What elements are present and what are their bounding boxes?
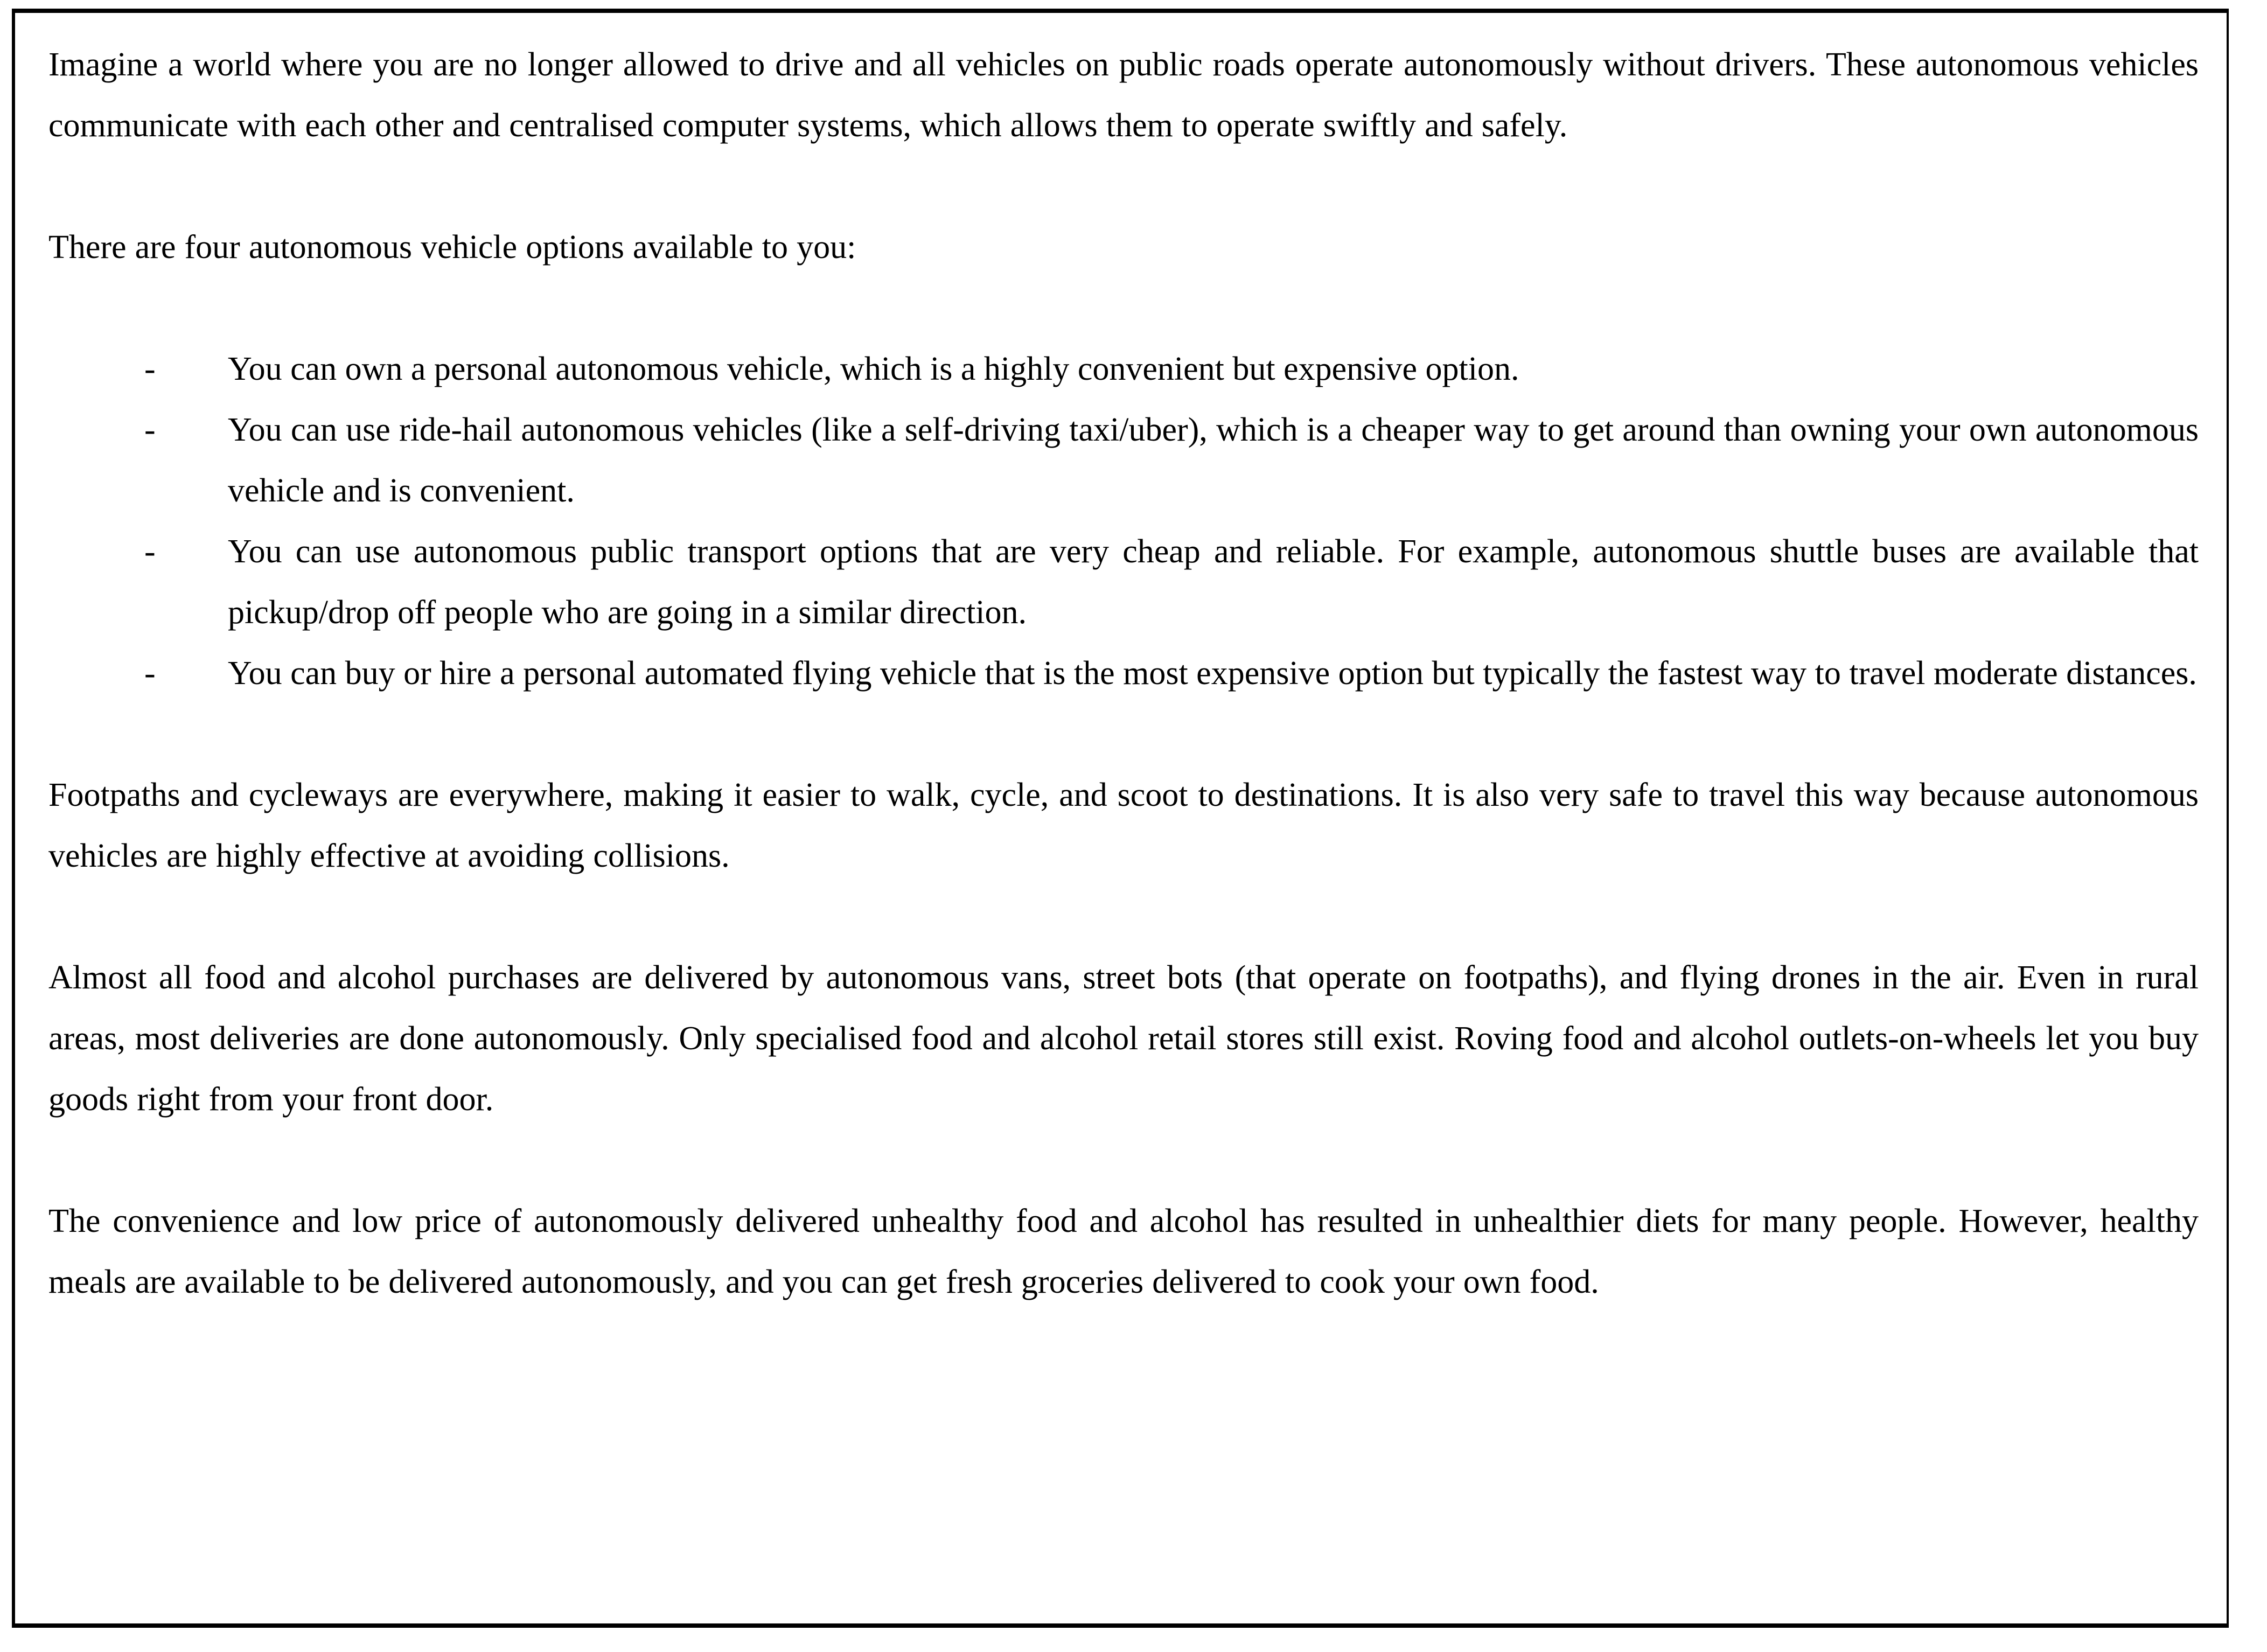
list-item	[48, 339, 2199, 400]
vehicle-options-list	[48, 339, 2199, 704]
list-item	[48, 643, 2199, 704]
document-body	[48, 34, 2199, 1313]
paragraph-spacer	[48, 278, 2199, 339]
list-item-text: You can buy or hire a personal automated flying vehicle that is the most expensive option but typically the fastest way to travel moderate distances.	[228, 655, 2197, 692]
paragraph-spacer	[48, 704, 2199, 765]
list-item	[48, 400, 2199, 521]
dash-bullet-icon: -	[144, 533, 156, 570]
intro-paragraph: Imagine a world where you are no longer allowed to drive and all vehicles on public roads operate autonomously without drivers. These autonomous vehicles communicate with each other and centralised computer systems, which allows them to operate swiftly and safely.	[48, 46, 2199, 144]
list-item	[48, 521, 2199, 643]
footpaths-paragraph: Footpaths and cycleways are everywhere, making it easier to walk, cycle, and scoot to destinations. It is also very safe to travel this way because autonomous vehicles are highly effective at avoiding collisions.	[48, 777, 2199, 874]
dash-bullet-icon: -	[144, 412, 156, 448]
paragraph-spacer	[48, 156, 2199, 217]
deliveries-paragraph: Almost all food and alcohol purchases are delivered by autonomous vans, street bots (that operate on footpaths), and flying drones in the air. Even in rural areas, most deliveries are done autonomously. Only specialised food and alcohol retail stores still exist. Roving food and alcohol outlets-on-wheels let you buy goods right from your front door.	[48, 959, 2199, 1118]
dash-bullet-icon: -	[144, 655, 156, 692]
dash-bullet-icon: -	[144, 351, 156, 387]
diets-paragraph: The convenience and low price of autonomously delivered unhealthy food and alcohol has resulted in unhealthier diets for many people. However, healthy meals are available to be delivered autonomously, and you can get fresh groceries delivered to cook your own food.	[48, 1203, 2199, 1300]
list-lead-in-paragraph: There are four autonomous vehicle options available to you:	[48, 229, 856, 266]
paragraph-spacer	[48, 887, 2199, 947]
list-item-text: You can use ride-hail autonomous vehicles (like a self-driving taxi/uber), which is a cheaper way to get around than owning your own autonomous vehicle and is convenient.	[228, 412, 2199, 509]
list-item-text: You can use autonomous public transport options that are very cheap and reliable. For example, autonomous shuttle buses are available that pickup/drop off people who are going in a similar direction.	[228, 533, 2199, 631]
paragraph-spacer	[48, 1130, 2199, 1191]
document-border-box	[12, 9, 2229, 1628]
list-item-text: You can own a personal autonomous vehicle, which is a highly convenient but expensive option.	[228, 351, 1519, 387]
